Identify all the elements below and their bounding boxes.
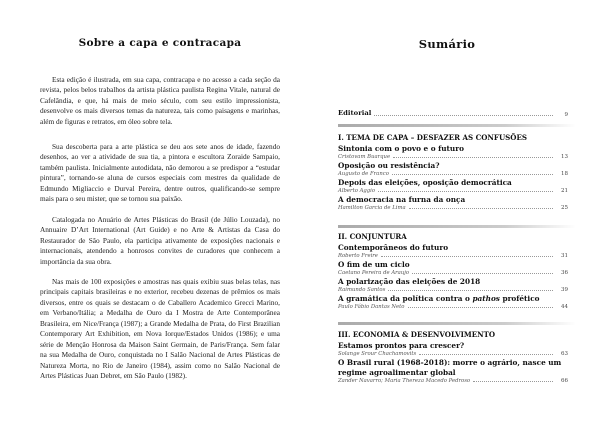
toc-author: Paulo Fábio Dantas Neto: [338, 304, 405, 310]
paragraph: Nas mais de 100 exposições e amostras nas quais exibiu suas belas telas, nas principais capitais brasileiras e no exterior, recebeu dezenas de prêmios os mais diversos, entre os quais se destacam o de Caballero Academico Grecci Marino, em Verbano/Itália; a Medalha de Ouro da I Mostra de Arte Contemporânea Brasileira, em Nice/França (1987); a Grande Medalha de Prata, do First Brazilian Contemporary Art Exhibition, em Nova Iorque/Estados Unidos (1986); e uma série de Menção Honrosa da Maison Saint Germain, de Paris/França. Sem falar na sua Medalha de Ouro, conquistada no I Salão Nacional de Artes Plásticas de Natureza Morta, no Rio de Janeiro (1984), assim como no Salão Nacional de Artes Plásticas Juan Debret, em São Paulo (1982).: [40, 277, 280, 381]
toc-title: O Brasil rural (1968-2018): morre o agrário, nasce um regime agroalimentar global: [338, 358, 562, 377]
toc-entry[interactable]: [338, 260, 568, 276]
toc-author: Raimundo Santos: [338, 287, 386, 293]
divider: [338, 225, 576, 228]
toc-entry[interactable]: [338, 277, 568, 293]
toc-entry[interactable]: [338, 294, 568, 310]
toc-author: Augusto de Franco: [338, 171, 389, 177]
paragraph: Sua descoberta para a arte plástica se deu aos sete anos de idade, fazendo desenhos, ao ver a atividade de sua tia, a pintora e escultora Zoraide Sampaio, também paulista. Inicialmente autodidata, não demorou a se predispor a “estudar pintura”, tornando-se aluna de cursos especiais com mestres da qualidade de Edmundo Migliaccio e Durval Pereira, dentre outros, qualificando-se sempre mais para o seu mister, que se tornou sua paixão.: [40, 142, 280, 204]
toc-entry[interactable]: [338, 358, 568, 384]
toc-section: [338, 232, 568, 311]
toc-title: Contemporâneos do futuro: [338, 243, 449, 252]
toc-editorial[interactable]: [338, 108, 568, 118]
toc-title: Estamos prontos para crescer?: [338, 341, 465, 350]
toc-page: 25: [561, 205, 568, 211]
toc-author: Hamilton Garcia de Lima: [338, 205, 406, 211]
toc-title: A polarização das eleições de 2018: [338, 277, 481, 286]
divider: [338, 124, 576, 127]
toc-entry[interactable]: [338, 195, 568, 211]
toc-page: 36: [561, 270, 568, 276]
toc-page: 9: [564, 112, 568, 118]
toc-page: 13: [561, 154, 568, 160]
toc-entry[interactable]: [338, 341, 568, 357]
toc-section: [338, 330, 568, 385]
toc-page: 18: [561, 171, 568, 177]
toc-author: Alberto Aggio: [338, 188, 376, 194]
toc-author: Caetano Pereira de Araujo: [338, 270, 410, 276]
toc-title: Sintonia com o povo e o futuro: [338, 144, 464, 153]
left-heading: Sobre a capa e contracapa: [78, 37, 242, 49]
toc-author: Roberto Freire: [338, 253, 378, 259]
toc-title: Depois das eleições, oposição democrática: [338, 178, 512, 187]
paragraph: Esta edição é ilustrada, em sua capa, contracapa e no acesso a cada seção da revista, pelos belos trabalhos da artista plástica paulista Regina Vitale, natural de Cafelândia, e que, há mais de meio século, com seu estilo impressionista, desenvolve os mais diversos temas da natureza, tais como paisagens e marinhas, além de figuras e retratos, em óleo sobre tela.: [40, 75, 280, 126]
toc-title: O fim de um ciclo: [338, 260, 410, 269]
toc-section-title: I. TEMA DE CAPA – DESFAZER AS CONFUSÕES: [338, 133, 527, 142]
toc-page: 31: [561, 253, 568, 259]
toc-entry[interactable]: [338, 178, 568, 194]
toc-section-title: III. ECONOMIA & DESENVOLVIMENTO: [338, 330, 496, 339]
toc-author: Cristovam Buarque: [338, 154, 391, 160]
toc-heading: Sumário: [418, 37, 476, 51]
toc-page: 66: [561, 378, 568, 384]
toc-title: Editorial: [338, 109, 372, 117]
toc-entry[interactable]: [338, 243, 568, 259]
toc-entry[interactable]: [338, 161, 568, 177]
toc-section: [338, 133, 568, 212]
toc-page: 39: [561, 287, 568, 293]
toc-title: A democracia na furna da onça: [338, 195, 466, 204]
toc-page: 63: [561, 351, 568, 357]
toc-page: 44: [561, 304, 568, 310]
divider: [338, 322, 576, 325]
toc-entry[interactable]: [338, 144, 568, 160]
paragraph: Catalogada no Anuário de Artes Plásticas do Brasil (de Júlio Louzada), no Annuaire D’Art International (Art Guide) e no Arte & Artistas da Casa do Restaurador de São Paulo, ela participa ativamente de exposições nacionais e internacionais, atendendo a honrosos convites de curadores que conhecem a importância da sua obra.: [40, 215, 280, 266]
toc-title: Oposição ou resistência?: [338, 161, 440, 170]
toc-author: Zander Navarro; Maria Thereza Macedo Pedroso: [338, 378, 471, 384]
toc-page: 21: [561, 188, 568, 194]
toc-title: A gramática da política contra o pathos profético: [338, 294, 540, 303]
toc-section-title: II. CONJUNTURA: [338, 232, 407, 241]
toc-author: Solange Srour Chachamovits: [338, 351, 417, 357]
